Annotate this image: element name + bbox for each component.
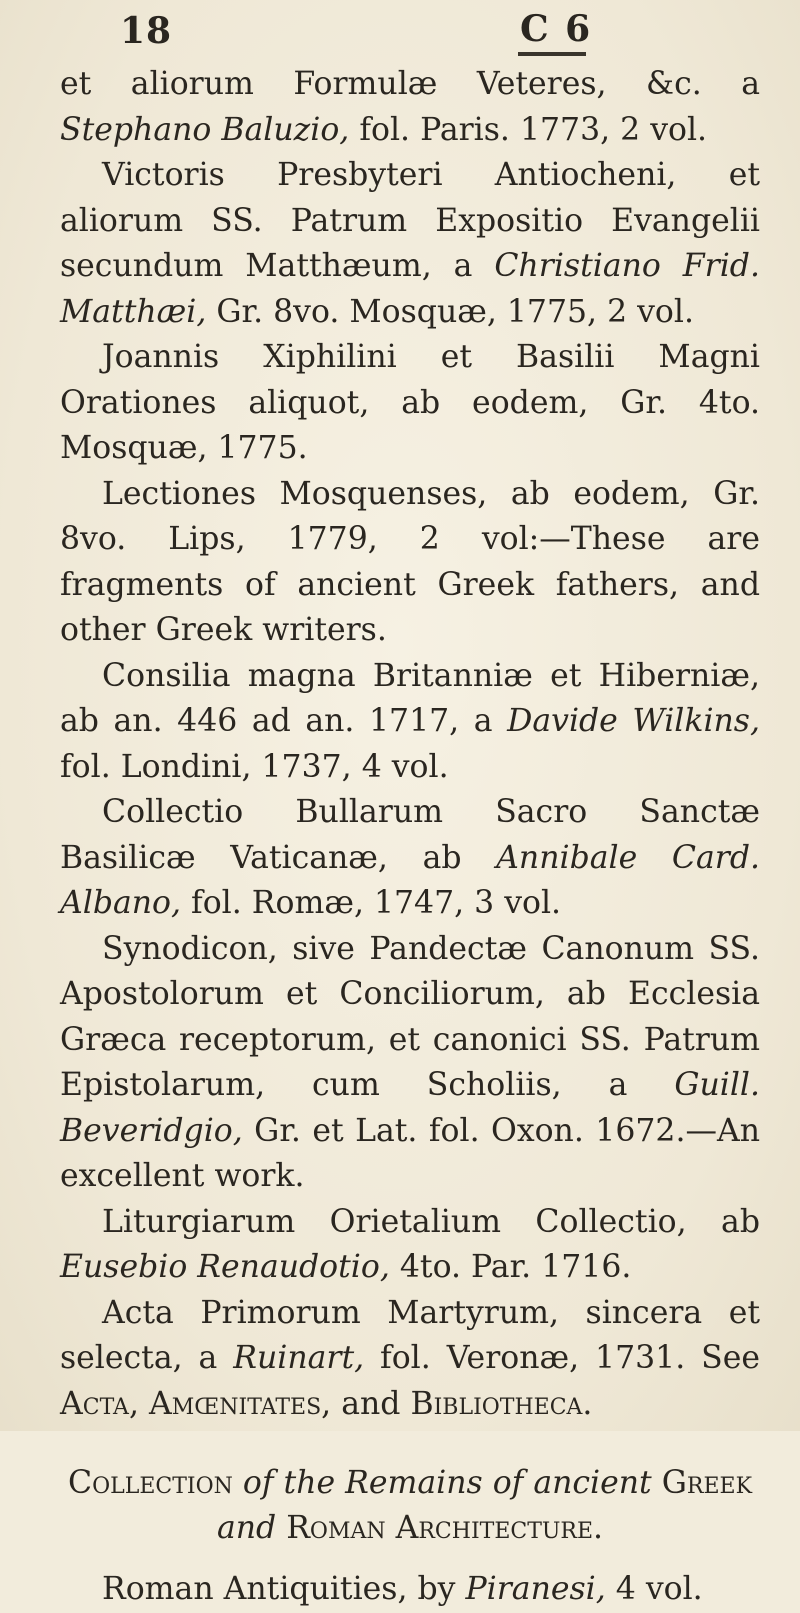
- text-run: 4 vol.: [605, 1571, 703, 1607]
- text-run: fol. Veronæ, 1731. See: [364, 1340, 760, 1376]
- page-number: 18: [120, 10, 173, 52]
- italic-run: and: [216, 1510, 287, 1546]
- italic-run: Davide Wilkins,: [507, 703, 760, 739]
- section-heading: [60, 1461, 760, 1551]
- catalogue-entry: [60, 927, 760, 1200]
- italic-run: Eusebio Renaudotio,: [60, 1249, 390, 1285]
- italic-run: of the Remains of ancient: [232, 1465, 662, 1501]
- catalogue-entry: [60, 62, 760, 153]
- page-header: [120, 10, 680, 56]
- text-run: Acta Primorum Martyrum, sincera et selecta, a: [60, 1294, 760, 1376]
- catalogue-entry: [60, 153, 760, 335]
- text-run: Synodicon, sive Pandectæ Canonum SS. Apostolorum et Conciliorum, ab Ecclesia Græca receptorum, et canonici SS. Patrum Epistolarum, cum Scholiis, a: [60, 930, 760, 1103]
- text-run: Gr. et Lat. fol. Oxon. 1672.—An excellent work.: [60, 1112, 760, 1194]
- catalogue-entry: [60, 654, 760, 791]
- text-run: Victoris Presbyteri Antiocheni, et aliorum SS. Patrum Expositio Evangelii secundum Matthæum, a: [60, 157, 760, 284]
- catalogue-entry: [60, 790, 760, 927]
- small-caps-run: Greek: [661, 1465, 753, 1501]
- italic-run: Piranesi,: [465, 1571, 606, 1607]
- catalogue-text: [60, 62, 760, 1613]
- small-caps-run: Collection: [67, 1465, 233, 1501]
- text-run: 4to. Par. 1716.: [389, 1249, 632, 1285]
- text-run: Lectiones Mosquenses, ab eodem, Gr. 8vo. Lips, 1779, 2 vol:—These are fragments of ancient Greek fathers, and other Greek writers.: [60, 475, 760, 648]
- entry-list-after-heading: [60, 1567, 760, 1613]
- catalogue-entry: [60, 1567, 760, 1613]
- signature-mark: C 6: [520, 8, 593, 50]
- italic-run: Stephano Baluzio,: [60, 111, 350, 148]
- small-caps-run: Bibliotheca.: [410, 1385, 593, 1422]
- text-run: and: [331, 1385, 411, 1422]
- text-run: fol. Londini, 1737, 4 vol.: [60, 748, 449, 785]
- catalogue-entry: [60, 1291, 760, 1428]
- catalogue-entry: [60, 1200, 760, 1291]
- text-run: fol. Paris. 1773, 2 vol.: [349, 111, 708, 148]
- text-run: et aliorum Formulæ Veteres, &c. a: [60, 66, 760, 102]
- italic-run: Annibale Card. Albano,: [60, 839, 760, 921]
- text-run: Gr. 8vo. Mosquæ, 1775, 2 vol.: [206, 293, 694, 330]
- catalogue-entry: [60, 335, 760, 472]
- small-caps-run: Roman Architecture.: [286, 1510, 604, 1546]
- small-caps-run: Acta, Amœnitates,: [60, 1385, 332, 1422]
- text-run: fol. Romæ, 1747, 3 vol.: [181, 885, 562, 921]
- signature-rule: [518, 52, 586, 56]
- catalogue-entry: [60, 472, 760, 654]
- italic-run: Christiano Frid. Matthæi,: [60, 248, 760, 330]
- section-heading-line-1: [68, 1465, 752, 1501]
- text-run: Joannis Xiphilini et Basilii Magni Orationes aliquot, ab eodem, Gr. 4to. Mosquæ, 1775.: [60, 339, 760, 466]
- italic-run: Ruinart,: [233, 1340, 365, 1376]
- text-run: Consilia magna Britanniæ et Hiberniæ, ab an. 446 ad an. 1717, a: [60, 657, 760, 739]
- entry-list: [60, 62, 760, 1427]
- text-run: Roman Antiquities, by: [102, 1571, 466, 1607]
- italic-run: Guill. Beveridgio,: [60, 1067, 760, 1149]
- section-heading-line-2: [60, 1506, 760, 1551]
- text-run: Liturgiarum Orietalium Collectio, ab: [102, 1203, 760, 1240]
- text-run: Collectio Bullarum Sacro Sanctæ Basilicæ Vaticanæ, ab: [60, 794, 760, 876]
